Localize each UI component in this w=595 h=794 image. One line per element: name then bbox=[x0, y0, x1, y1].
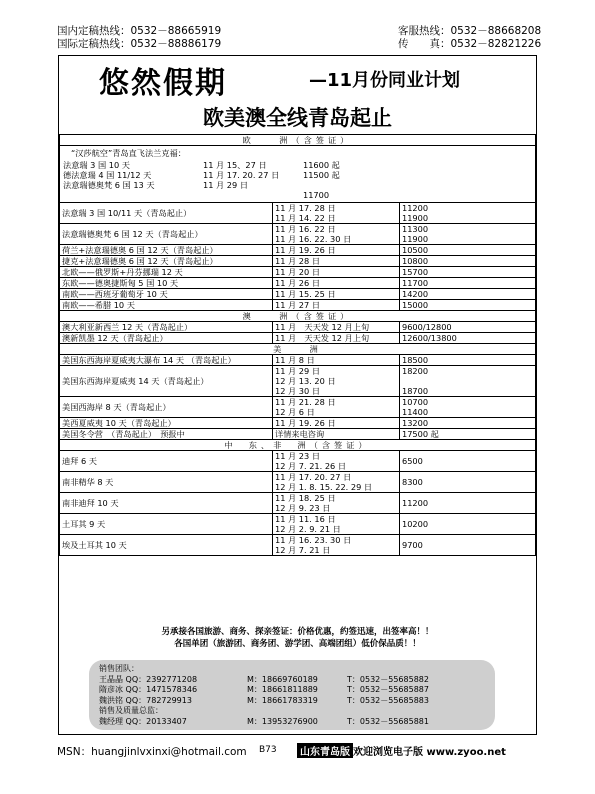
tour-name: 美国冬令营 （青岛起止） 预报中 bbox=[60, 429, 273, 440]
tour-date: 11 月 17. 28 日 bbox=[275, 203, 336, 213]
tour-date: 11 月 27 日 bbox=[275, 300, 321, 310]
tour-price: 10800 bbox=[402, 256, 429, 266]
tour-dates bbox=[273, 366, 400, 397]
tour-prices bbox=[400, 397, 536, 418]
tour-name: 荷兰+法意瑞德奥 6 国 12 天（青岛起止） bbox=[60, 245, 273, 256]
tour-date: 11 月 17. 20. 27 日 bbox=[275, 472, 352, 482]
tour-prices bbox=[400, 429, 536, 440]
tour-dates bbox=[273, 397, 400, 418]
lufthansa-price: 11500 起 bbox=[303, 170, 340, 180]
tour-price: 15000 bbox=[402, 300, 429, 310]
tour-dates bbox=[273, 429, 400, 440]
tour-dates bbox=[273, 355, 400, 366]
lufthansa-price: 11700 bbox=[303, 190, 330, 200]
tour-dates bbox=[273, 203, 400, 224]
table-row bbox=[60, 366, 536, 397]
tour-date: 12 月 30 日 bbox=[275, 386, 321, 396]
tour-prices bbox=[400, 278, 536, 289]
tour-prices bbox=[400, 366, 536, 397]
tour-date: 11 月 19. 26 日 bbox=[275, 418, 336, 428]
tour-prices bbox=[400, 472, 536, 493]
table-row bbox=[60, 322, 536, 333]
table-row bbox=[60, 397, 536, 418]
table-row bbox=[60, 472, 536, 493]
tour-name: 迪拜 6 天 bbox=[60, 451, 273, 472]
tour-date: 详情来电咨询 bbox=[275, 429, 325, 439]
service-hotline: 客服热线：0532－88668208 bbox=[398, 25, 542, 37]
domestic-hotline: 国内定稿热线：0532－88665919 bbox=[57, 25, 222, 37]
tour-price: 13200 bbox=[402, 418, 429, 428]
sales-qq: 王晶晶 QQ：2392771208 bbox=[99, 674, 198, 684]
sales-tel: T：0532－55685882 bbox=[347, 674, 429, 684]
flyer-frame bbox=[58, 55, 537, 735]
page-number: B73 bbox=[259, 745, 277, 755]
header-hotlines-right bbox=[398, 25, 541, 51]
tour-dates bbox=[273, 267, 400, 278]
lufthansa-row bbox=[63, 160, 532, 170]
lufthansa-tour: 法意瑞 3 国 10 天 bbox=[63, 160, 130, 170]
tour-price: 10500 bbox=[402, 245, 429, 255]
table-row bbox=[60, 355, 536, 366]
visa-notes bbox=[59, 626, 536, 650]
msn-contact: MSN：huangjinlvxinxi@hotmail.com bbox=[57, 746, 247, 758]
tour-price bbox=[402, 376, 533, 386]
tour-price: 17500 起 bbox=[402, 429, 439, 439]
tour-price: 9600/12800 bbox=[402, 322, 452, 332]
table-row bbox=[60, 278, 536, 289]
tour-date: 11 月 20 日 bbox=[275, 267, 321, 277]
tour-price: 11400 bbox=[402, 407, 429, 417]
tour-date: 11 月 16. 23. 30 日 bbox=[275, 535, 352, 545]
tour-dates bbox=[273, 289, 400, 300]
tour-dates bbox=[273, 472, 400, 493]
tour-date: 11 月 15. 25 日 bbox=[275, 289, 336, 299]
footer-tagline: 欢迎浏览电子版 www.zyoo.net bbox=[353, 747, 506, 758]
lufthansa-dates: 11 月 15、27 日 bbox=[203, 160, 267, 170]
tour-dates bbox=[273, 493, 400, 514]
tour-price: 12600/13800 bbox=[402, 333, 457, 343]
tour-date: 11 月 19. 26 日 bbox=[275, 245, 336, 255]
sales-mobile: M：18669760189 bbox=[247, 674, 318, 684]
tour-price: 11700 bbox=[402, 278, 429, 288]
tour-prices bbox=[400, 300, 536, 311]
header-hotlines-left bbox=[57, 25, 221, 51]
tour-price: 10200 bbox=[402, 519, 429, 529]
sales-contact-row bbox=[99, 675, 485, 686]
section-heading: 美 洲 bbox=[60, 344, 536, 355]
lufthansa-row bbox=[63, 180, 532, 190]
tour-name: 美国西海岸 8 天（青岛起止） bbox=[60, 397, 273, 418]
tour-name: 埃及土耳其 10 天 bbox=[60, 535, 273, 556]
tour-name: 法意瑞德奥梵 6 国 12 天（青岛起止） bbox=[60, 224, 273, 245]
table-row bbox=[60, 224, 536, 245]
tour-price: 6500 bbox=[402, 456, 423, 466]
section-heading: 澳 洲（含签证） bbox=[60, 311, 536, 322]
tour-price: 10700 bbox=[402, 397, 429, 407]
table-row bbox=[60, 245, 536, 256]
tour-date: 11 月 26 日 bbox=[275, 278, 321, 288]
lufthansa-cell bbox=[60, 146, 536, 203]
tour-name: 美西夏威夷 10 天（青岛起止） bbox=[60, 418, 273, 429]
group-note: 各国单团（旅游团、商务团、游学团、高端团组）低价保品质！！ bbox=[174, 639, 421, 649]
tour-date: 12 月 13. 20 日 bbox=[275, 376, 336, 386]
manager-mobile: M：13953276900 bbox=[247, 716, 318, 726]
lufthansa-dates: 11 月 17. 20. 27 日 bbox=[203, 170, 280, 180]
tour-date: 12 月 6 日 bbox=[275, 407, 315, 417]
lufthansa-dates: 11 月 29 日 bbox=[203, 180, 249, 190]
tour-prices bbox=[400, 203, 536, 224]
sales-qq: 隋彦冰 QQ：1471578346 bbox=[99, 685, 198, 694]
sales-tel: T：0532－55685883 bbox=[347, 695, 429, 705]
tour-dates bbox=[273, 224, 400, 245]
tour-price: 18200 bbox=[402, 366, 429, 376]
table-row bbox=[60, 256, 536, 267]
tour-date: 12 月 2. 9. 21 日 bbox=[275, 524, 341, 534]
tour-dates bbox=[273, 322, 400, 333]
table-row bbox=[60, 493, 536, 514]
tour-prices bbox=[400, 418, 536, 429]
tour-price: 15700 bbox=[402, 267, 429, 277]
table-row bbox=[60, 300, 536, 311]
tour-date: 11 月 23 日 bbox=[275, 451, 321, 461]
lufthansa-row bbox=[63, 190, 532, 200]
tour-date: 12 月 7. 21. 26 日 bbox=[275, 461, 347, 471]
tour-name: 美国东西海岸夏威夷大瀑布 14 天 （青岛起止） bbox=[60, 355, 273, 366]
manager-contact-row bbox=[99, 717, 485, 728]
tour-date: 11 月 8 日 bbox=[275, 355, 315, 365]
tour-dates bbox=[273, 535, 400, 556]
sales-contact-row bbox=[99, 696, 485, 707]
tour-name: 南非精华 8 天 bbox=[60, 472, 273, 493]
tour-date: 11 月 11. 16 日 bbox=[275, 514, 336, 524]
tour-name: 北欧——俄罗斯+丹芬挪瑞 12 天 bbox=[60, 267, 273, 278]
manager-label: 销售及质量总监： bbox=[99, 706, 163, 715]
tour-date: 11 月 16. 22 日 bbox=[275, 224, 336, 234]
page-subtitle: —11月份同业计划 bbox=[309, 70, 461, 91]
sales-tel: T：0532－55685887 bbox=[347, 685, 429, 694]
tour-name: 法意瑞 3 国 10/11 天（青岛起止） bbox=[60, 203, 273, 224]
tour-price: 11200 bbox=[402, 203, 429, 213]
table-row bbox=[60, 429, 536, 440]
sales-mobile: M：18661811889 bbox=[247, 685, 318, 694]
table-row bbox=[60, 333, 536, 344]
tour-dates bbox=[273, 333, 400, 344]
section-row bbox=[60, 135, 536, 146]
tour-price: 11900 bbox=[402, 213, 429, 223]
tour-name: 南欧——西班牙葡萄牙 10 天 bbox=[60, 289, 273, 300]
tour-price: 9700 bbox=[402, 540, 423, 550]
tour-date: 12 月 7. 21 日 bbox=[275, 545, 331, 555]
itinerary-table bbox=[59, 134, 536, 556]
tour-date: 11 月 21. 28 日 bbox=[275, 397, 336, 407]
tour-prices bbox=[400, 493, 536, 514]
tour-price: 18700 bbox=[402, 386, 429, 396]
tour-price: 18500 bbox=[402, 355, 429, 365]
tour-prices bbox=[400, 245, 536, 256]
fax-number: 传 真：0532－82821226 bbox=[398, 38, 542, 50]
publication-logo: 山东青岛版 bbox=[297, 743, 353, 758]
tour-date: 11 月 天天发 12 月上旬 bbox=[275, 322, 370, 332]
table-row bbox=[60, 289, 536, 300]
table-row bbox=[60, 514, 536, 535]
tour-price: 11200 bbox=[402, 498, 429, 508]
tour-date: 11 月 14. 22 日 bbox=[275, 213, 336, 223]
tour-prices bbox=[400, 267, 536, 278]
tour-dates bbox=[273, 418, 400, 429]
tour-prices bbox=[400, 333, 536, 344]
tour-prices bbox=[400, 514, 536, 535]
tour-dates bbox=[273, 256, 400, 267]
tour-name: 东欧——德奥捷斯匈 5 国 10 天 bbox=[60, 278, 273, 289]
tour-date: 12 月 1. 8. 15. 22. 29 日 bbox=[275, 482, 373, 492]
lufthansa-price: 11600 起 bbox=[303, 160, 340, 170]
section-row bbox=[60, 440, 536, 451]
tour-name: 南欧——希腊 10 天 bbox=[60, 300, 273, 311]
sales-team-label: 销售团队： bbox=[99, 664, 139, 673]
sales-team-box bbox=[89, 660, 495, 730]
manager-qq: 魏经理 QQ：20133407 bbox=[99, 716, 187, 726]
footer-brand bbox=[297, 743, 506, 758]
tour-prices bbox=[400, 355, 536, 366]
tour-price: 8300 bbox=[402, 477, 423, 487]
sales-mobile: M：18661783319 bbox=[247, 695, 318, 705]
tour-date: 11 月 18. 25 日 bbox=[275, 493, 336, 503]
sales-qq: 魏洪铭 QQ：782729913 bbox=[99, 695, 192, 705]
tour-dates bbox=[273, 278, 400, 289]
tour-prices bbox=[400, 322, 536, 333]
tour-prices bbox=[400, 256, 536, 267]
tour-date: 11 月 28 日 bbox=[275, 256, 321, 266]
tour-price: 14200 bbox=[402, 289, 429, 299]
international-hotline: 国际定稿热线：0532－88886179 bbox=[57, 38, 222, 50]
tour-name: 美国东西海岸夏威夷 14 天（青岛起止） bbox=[60, 366, 273, 397]
section-row bbox=[60, 311, 536, 322]
tour-dates bbox=[273, 300, 400, 311]
route-heading: 欧美澳全线青岛起止 bbox=[203, 106, 392, 130]
tour-price: 11900 bbox=[402, 234, 429, 244]
manager-tel: T：0532－55685881 bbox=[347, 716, 429, 726]
tour-prices bbox=[400, 224, 536, 245]
tour-prices bbox=[400, 535, 536, 556]
lufthansa-heading: “汉莎航空”青岛直飞法兰克福： bbox=[71, 148, 186, 158]
lufthansa-block bbox=[60, 146, 536, 203]
lufthansa-row bbox=[63, 170, 532, 180]
table-row bbox=[60, 535, 536, 556]
tour-name: 土耳其 9 天 bbox=[60, 514, 273, 535]
tour-dates bbox=[273, 514, 400, 535]
tour-name: 南非迪拜 10 天 bbox=[60, 493, 273, 514]
table-row bbox=[60, 267, 536, 278]
lufthansa-tour: 法意瑞德奥梵 6 国 13 天 bbox=[63, 180, 155, 190]
tour-name: 澳新凯墨 12 天（青岛起止） bbox=[60, 333, 273, 344]
tour-prices bbox=[400, 289, 536, 300]
tour-date: 11 月 29 日 bbox=[275, 366, 321, 376]
section-row bbox=[60, 344, 536, 355]
sales-contact-row bbox=[99, 685, 485, 696]
tour-name: 捷克+法意瑞德奥 6 国 12 天（青岛起止） bbox=[60, 256, 273, 267]
tour-name: 澳大利亚新西兰 12 天（青岛起止） bbox=[60, 322, 273, 333]
tour-prices bbox=[400, 451, 536, 472]
table-row bbox=[60, 451, 536, 472]
table-row bbox=[60, 203, 536, 224]
tour-date: 11 月 天天发 12 月上旬 bbox=[275, 333, 370, 343]
page-title: 悠然假期 bbox=[99, 66, 227, 101]
tour-dates bbox=[273, 451, 400, 472]
table-row bbox=[60, 418, 536, 429]
section-heading: 中 东、非 洲（含签证） bbox=[60, 440, 536, 451]
lufthansa-tour: 德法意瑞 4 国 11/12 天 bbox=[63, 170, 152, 180]
section-heading: 欧 洲（含签证） bbox=[60, 135, 536, 146]
tour-date: 12 月 9. 23 日 bbox=[275, 503, 331, 513]
tour-dates bbox=[273, 245, 400, 256]
tour-date: 11 月 16. 22. 30 日 bbox=[275, 234, 352, 244]
tour-price: 11300 bbox=[402, 224, 429, 234]
visa-note: 另承接各国旅游、商务、探亲签证：价格优惠，约签迅速，出签率高！！ bbox=[161, 627, 434, 637]
